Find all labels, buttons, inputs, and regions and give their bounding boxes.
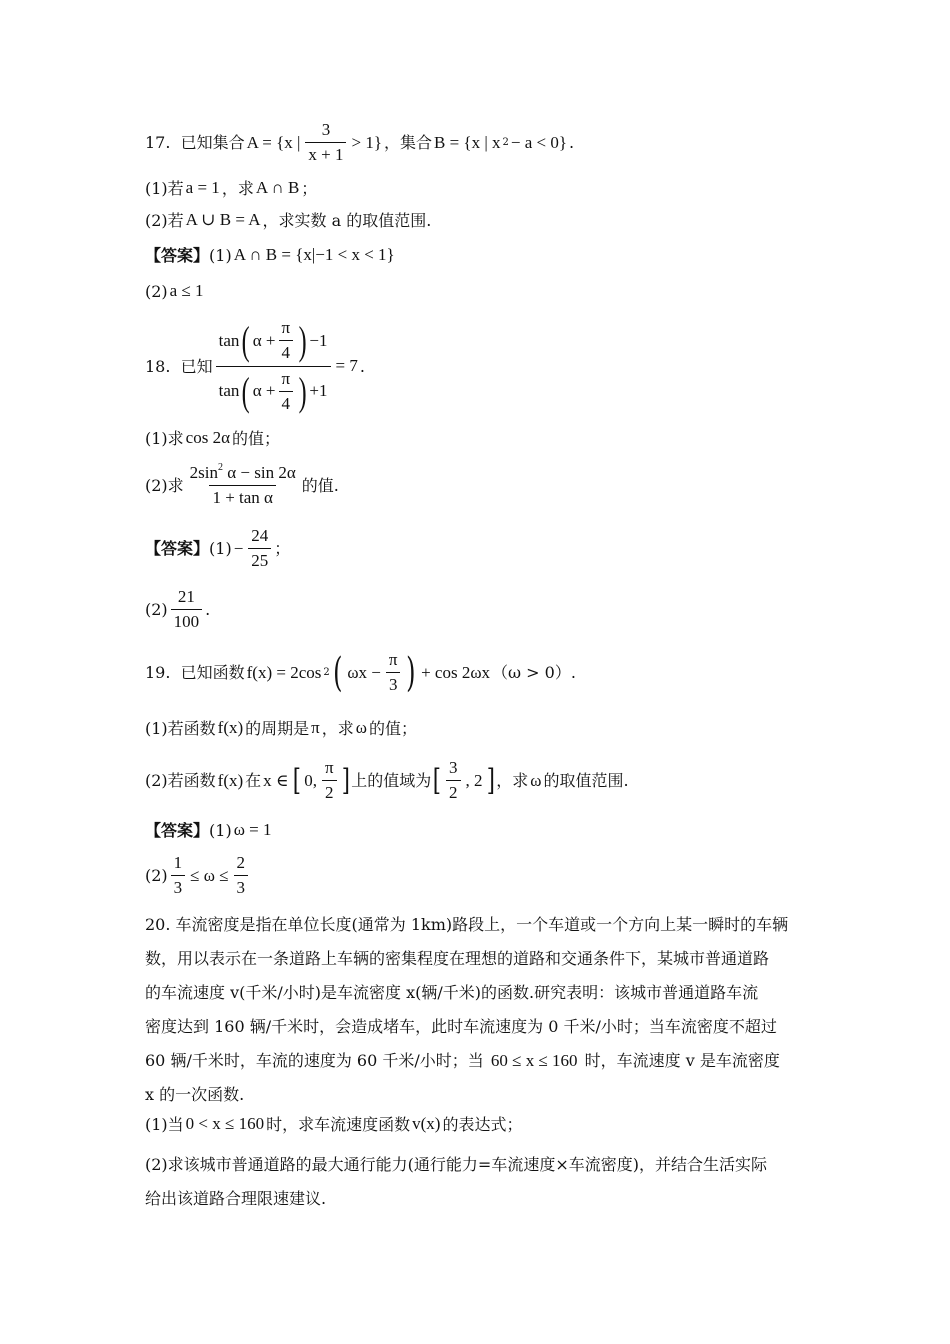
q18-part2: (2)求 $\frac{2\sin^2 \alpha - \sin 2\alpha}{\text{1 + tan α}}$ 的值. [145,462,339,508]
answer-label: 【答案】 [145,539,210,559]
set-b-suffix: − a < 0} [510,132,568,152]
q17-answer2: (2) a ≤ 1 [145,281,204,301]
q17-part1: (1)若 a = 1 ，求 A ∩ B ； [145,178,318,198]
q17-stem: 17. 已知集合 A = {x | $\frac{3}{x + 1}$ > 1} ，集合 B = {x | x 2 − a < 0} . [145,120,575,165]
set-b: B = {x | x [434,132,501,152]
q17-answer1: 【答案】 (1) A ∩ B = {x|−1 < x < 1} [145,245,395,265]
q19-answer1: 【答案】 (1) ω = 1 [145,820,272,840]
set-a-suffix: > 1} [351,132,382,152]
answer-label: 【答案】 [145,820,210,840]
q20-part1: (1)当 0 < x ≤ 160 时，求车流速度函数 v(x) 的表达式； [145,1114,523,1134]
question-number: 18. [145,356,171,376]
q18-answer1: 【答案】 (1) − $\frac{24}{25}$ ； [145,526,291,571]
q18-main-fraction: tan ( α + $\frac{\pi}{4}$ ) −1 tan ( α + $\frac{\pi}{4}$ ) +1 [216,318,331,415]
q19-stem: 19. 已知函数 f(x) = 2cos 2 ( ωx − $\frac{\pi}{3}$ ) + cos 2ωx （ω > 0）. [145,649,576,696]
q17-lead: 已知集合 [180,133,245,153]
q18-part1: (1)求 cos 2α 的值； [145,428,281,448]
q17-mid: ，集合 [383,133,432,153]
set-a-prefix: A = {x | [246,132,301,152]
q17-part2: (2)若 A ∪ B = A ，求实数 a 的取值范围. [145,210,432,230]
q20-stem: 20. 车流密度是指在单位长度(通常为 1km)路段上，一个车道或一个方向上某一瞬时的车辆 数，用以表示在一条道路上车辆的密集程度在理想的道路和交通条件下，某城市普通道路 的车流速度 v(千米/小时)是车流密度 x(辆/千米)的函数.研究表明：该城市普通道路车流 密度达到 160 辆/千米时，会造成堵车，此时车流速度为 0 千米/小时；当车流密度不超过 60 辆/千米时，车流的速度为 60 千米/小时；当 60 ≤ x ≤ 160 时，车流速度 v 是车流密度 x 的一次函数. [145,915,789,1104]
q18-part2-fraction: $\frac{2\sin^2 \alpha - \sin 2\alpha}{\text{1 + tan α}}$ [189,462,296,508]
q19-answer2: (2) $\frac{1}{3}$ ≤ ω ≤ $\frac{2}{3}$ [145,853,251,899]
q18-answer2: (2) $\frac{21}{100}$ . [145,587,211,632]
q19-part1: (1)若函数 f(x) 的周期是 π ，求 ω 的值； [145,718,417,738]
q19-part2: (2)若函数 f(x) 在 x ∈ [ 0, $\frac{\pi}{2}$ ] 上的值域为 [ $\frac{3}{2}$ , 2 ] ，求 ω 的取值范围. [145,758,629,803]
answer-label: 【答案】 [145,245,210,265]
set-a-fraction: $\frac{3}{x + 1}$ [305,120,346,166]
question-number: 17. [145,133,171,153]
q18-stem: 18. 已知 tan ( α + $\frac{\pi}{4}$ ) −1 tan ( α + $\frac{\pi}{4}$ ) +1 = 7 . [145,317,365,414]
q20-part2: (2)求该城市普通道路的最大通行能力(通行能力=车流速度×车流密度)，并结合生活实际 给出该道路合理限速建议. [145,1155,767,1208]
question-number: 19. [145,663,171,683]
